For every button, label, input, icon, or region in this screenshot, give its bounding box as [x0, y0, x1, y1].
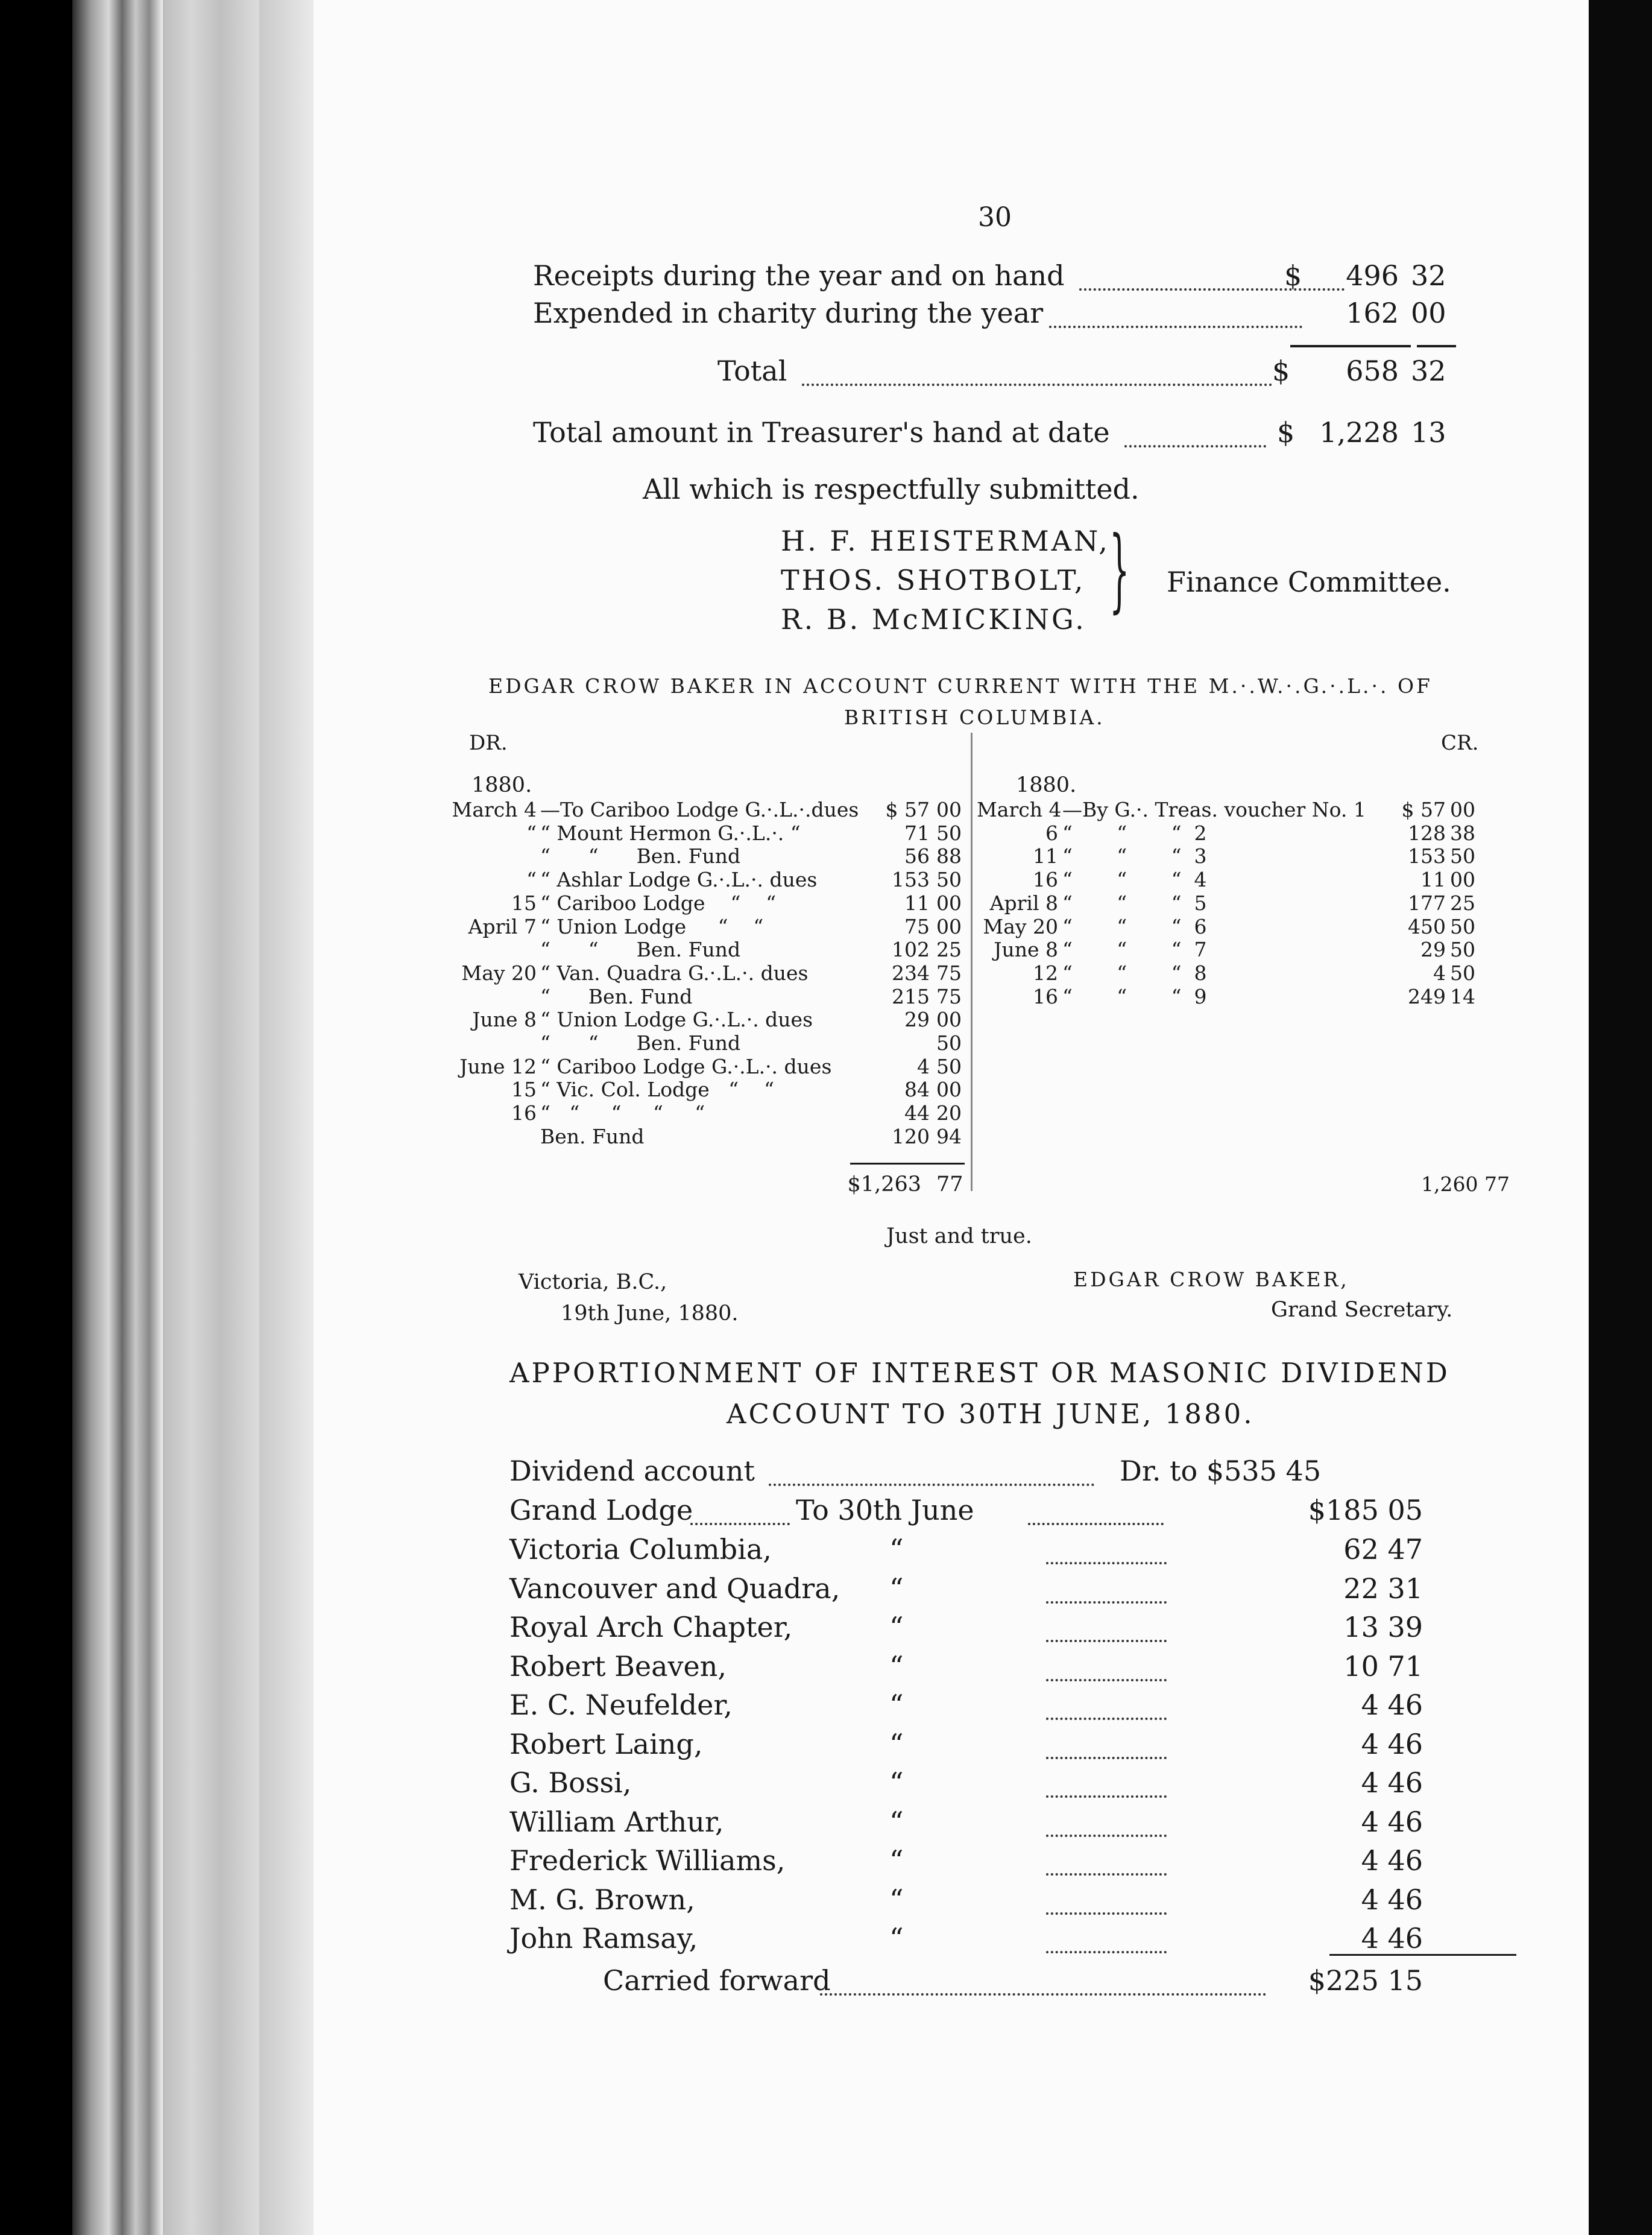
- dr-date: March 4: [452, 798, 537, 821]
- cr-cents: 50: [1450, 938, 1475, 962]
- dr-description: “ Van. Quadra G.·.L.·. dues: [540, 961, 809, 985]
- cr-dollars: 450: [1408, 914, 1446, 938]
- leader-dots: [1046, 1757, 1167, 1759]
- apportionment-amount: 22 31: [1343, 1572, 1423, 1605]
- leader-dots: [1124, 445, 1266, 447]
- leader-dots: [1049, 326, 1302, 328]
- signature-place: Victoria, B.C.,: [519, 1270, 667, 1294]
- finance-row-cents: 00: [1411, 297, 1446, 329]
- sum-rule: [1290, 345, 1411, 347]
- apportionment-title: APPORTIONMENT OF INTEREST OR MASONIC DIVIDEND: [509, 1357, 1450, 1389]
- page-number: 30: [978, 202, 1012, 233]
- finance-row-cents: 32: [1411, 259, 1446, 292]
- finance-row-dollars: 162: [1346, 297, 1399, 329]
- cr-date: June 8: [994, 938, 1058, 962]
- dr-cents: 00: [936, 891, 962, 915]
- dr-description: —To Cariboo Lodge G.·.L.·.dues: [540, 798, 859, 821]
- dr-label: DR.: [469, 731, 508, 755]
- leader-dots: [769, 1484, 1094, 1486]
- committee-member: H. F. HEISTERMAN,: [781, 525, 1110, 557]
- dr-cents: 50: [936, 868, 962, 892]
- cr-description: “ “ “ 5: [1062, 891, 1207, 915]
- dr-dollars: 4: [917, 1054, 930, 1078]
- dr-description: “ Union Lodge “ “: [540, 914, 764, 938]
- dr-date: 16: [511, 1101, 537, 1125]
- dr-cents: 00: [936, 1078, 962, 1102]
- dr-date: June 12: [459, 1054, 537, 1078]
- dr-date: “: [526, 868, 537, 892]
- cr-dollars: 11: [1420, 868, 1446, 892]
- dr-dollars: 75: [904, 914, 930, 938]
- grand-lodge-label: Grand Lodge: [509, 1494, 693, 1526]
- cr-date: 11: [1033, 844, 1058, 868]
- finance-total-label: Total: [717, 355, 787, 387]
- committee-member: THOS. SHOTBOLT,: [781, 564, 1086, 596]
- dr-date: May 20: [461, 961, 537, 985]
- carried-amount: $225 15: [1308, 1964, 1423, 1997]
- ditto-mark: “: [889, 1727, 904, 1760]
- sum-rule: [1417, 345, 1456, 347]
- sum-rule: [1329, 1954, 1516, 1956]
- cr-dollars: 29: [1420, 938, 1446, 962]
- finance-row-label: Receipts during the year and on hand: [533, 259, 1065, 292]
- dr-cents: 94: [936, 1124, 962, 1148]
- apportionment-amount: 4 46: [1361, 1844, 1423, 1877]
- dr-date: April 7: [468, 914, 537, 938]
- leader-dots: [1046, 1718, 1167, 1720]
- book-edge-pages: [72, 0, 163, 2235]
- currency-sign: $: [1272, 355, 1290, 387]
- leader-dots: [820, 1993, 1266, 1996]
- cr-cents: 00: [1450, 798, 1475, 821]
- apportionment-name: Robert Laing,: [509, 1727, 703, 1760]
- signer-name: EDGAR CROW BAKER,: [1073, 1268, 1349, 1291]
- book-edge-outer: [0, 0, 72, 2235]
- cr-cents: 25: [1450, 891, 1475, 915]
- cr-description: “ “ “ 6: [1062, 914, 1207, 938]
- dr-description: “ Cariboo Lodge G.·.L.·. dues: [540, 1054, 832, 1078]
- apportionment-name: Vancouver and Quadra,: [509, 1572, 840, 1605]
- account-title: EDGAR CROW BAKER IN ACCOUNT CURRENT WITH THE M.·.W.·.G.·.L.·. OF: [488, 674, 1433, 698]
- signature-date: 19th June, 1880.: [561, 1301, 739, 1326]
- apportionment-name: Frederick Williams,: [509, 1844, 786, 1877]
- leader-dots: [802, 384, 1272, 386]
- leader-dots: [1046, 1951, 1167, 1953]
- dr-date: 15: [511, 891, 537, 915]
- cr-description: “ “ “ 4: [1062, 868, 1207, 892]
- dr-description: “ Ben. Fund: [540, 984, 693, 1008]
- cr-description: “ “ “ 7: [1062, 938, 1207, 962]
- cr-cents: 50: [1450, 914, 1475, 938]
- leader-dots: [1046, 1601, 1167, 1604]
- leader-dots: [1046, 1679, 1167, 1681]
- cr-dollars: $ 57: [1401, 798, 1446, 821]
- leader-dots: [1046, 1562, 1167, 1564]
- dr-description: “ Ashlar Lodge G.·.L.·. dues: [540, 868, 818, 892]
- apportionment-amount: 13 39: [1343, 1611, 1423, 1643]
- cr-description: “ “ “ 8: [1062, 961, 1207, 985]
- dr-cents: 25: [936, 938, 962, 962]
- dr-dollars: 56: [904, 844, 930, 868]
- cr-date: May 20: [983, 914, 1058, 938]
- cr-description: —By G.·. Treas. voucher No. 1: [1062, 798, 1366, 821]
- column-divider: [971, 733, 973, 1191]
- finance-total-cents: 32: [1411, 355, 1446, 387]
- dr-cents: 20: [936, 1101, 962, 1125]
- apportionment-amount: 4 46: [1361, 1805, 1423, 1838]
- dr-description: “ Union Lodge G.·.L.·. dues: [540, 1008, 813, 1032]
- dr-cents: 50: [936, 821, 962, 845]
- document-page: [314, 0, 1589, 2235]
- apportionment-name: Royal Arch Chapter,: [509, 1611, 793, 1643]
- grand-lodge-to: To 30th June: [796, 1494, 974, 1526]
- ditto-mark: “: [889, 1649, 904, 1683]
- submitted-text: All which is respectfully submitted.: [643, 473, 1140, 505]
- cr-description: “ “ “ 9: [1062, 984, 1207, 1008]
- account-title: BRITISH COLUMBIA.: [844, 706, 1105, 729]
- dr-dollars: 120: [892, 1124, 930, 1148]
- committee-name: Finance Committee.: [1167, 566, 1451, 598]
- apportionment-name: Robert Beaven,: [509, 1649, 727, 1683]
- cr-date: April 8: [989, 891, 1058, 915]
- ditto-mark: “: [889, 1805, 904, 1838]
- cr-dollars: 4: [1433, 961, 1446, 985]
- dr-description: “ Cariboo Lodge “ “: [540, 891, 777, 915]
- cr-dollars: 249: [1408, 984, 1446, 1008]
- treasurer-label: Total amount in Treasurer's hand at date: [533, 416, 1110, 449]
- cr-dollars: 177: [1408, 891, 1446, 915]
- apportionment-name: John Ramsay,: [509, 1922, 698, 1955]
- dr-description: “ “ Ben. Fund: [540, 844, 741, 868]
- cr-date: 12: [1033, 961, 1058, 985]
- dr-description: “ “ Ben. Fund: [540, 938, 741, 962]
- leader-dots: [1079, 288, 1345, 291]
- cr-dollars: 128: [1408, 821, 1446, 845]
- dr-cents: 50: [936, 1054, 962, 1078]
- dr-year: 1880.: [471, 773, 532, 797]
- treasurer-dollars: 1,228: [1319, 416, 1399, 449]
- dr-dollars: 84: [904, 1078, 930, 1102]
- sum-rule: [850, 1163, 965, 1165]
- apportionment-name: Victoria Columbia,: [509, 1533, 772, 1566]
- dr-dollars: 102: [892, 938, 930, 962]
- dr-description: “ “ “ “ “: [540, 1101, 705, 1125]
- grand-lodge-amount: $185 05: [1308, 1494, 1423, 1526]
- ditto-mark: “: [889, 1922, 904, 1955]
- cr-date: 16: [1033, 868, 1058, 892]
- apportionment-name: G. Bossi,: [509, 1766, 632, 1799]
- dr-cents: 00: [936, 798, 962, 821]
- leader-dots: [1046, 1795, 1167, 1798]
- leader-dots: [1046, 1912, 1167, 1915]
- attest-text: Just and true.: [886, 1224, 1032, 1248]
- dr-cents: 75: [936, 961, 962, 985]
- ditto-mark: “: [889, 1572, 904, 1605]
- apportionment-name: M. G. Brown,: [509, 1883, 695, 1916]
- leader-dots: [1046, 1640, 1167, 1642]
- apportionment-name: E. C. Neufelder,: [509, 1689, 733, 1721]
- currency-sign: $: [1284, 259, 1302, 292]
- dividend-dr: Dr. to $535 45: [1120, 1455, 1322, 1487]
- cr-cents: 50: [1450, 844, 1475, 868]
- dr-cents: 75: [936, 984, 962, 1008]
- leader-dots: [1046, 1835, 1167, 1837]
- dr-date: “: [526, 821, 537, 845]
- ditto-mark: “: [889, 1533, 904, 1566]
- committee-member: R. B. McMICKING.: [781, 603, 1086, 636]
- cr-date: March 4: [977, 798, 1062, 821]
- apportionment-amount: 4 46: [1361, 1689, 1423, 1721]
- ditto-mark: “: [889, 1883, 904, 1916]
- leader-dots: [690, 1523, 790, 1525]
- cr-description: “ “ “ 2: [1062, 821, 1207, 845]
- dr-dollars: 71: [904, 821, 930, 845]
- apportionment-amount: 4 46: [1361, 1766, 1423, 1799]
- dr-description: “ Mount Hermon G.·.L.·. “: [540, 821, 801, 845]
- finance-total-dollars: 658: [1346, 355, 1399, 387]
- dr-date: 15: [511, 1078, 537, 1102]
- dr-total-cents: 77: [936, 1172, 963, 1197]
- dr-cents: 88: [936, 844, 962, 868]
- apportionment-name: William Arthur,: [509, 1805, 724, 1838]
- cr-cents: 00: [1450, 868, 1475, 892]
- finance-row-dollars: 496: [1346, 259, 1399, 292]
- dr-description: Ben. Fund: [540, 1124, 645, 1148]
- dr-dollars: 234: [892, 961, 930, 985]
- dr-dollars: 29: [904, 1008, 930, 1032]
- cr-cents: 50: [1450, 961, 1475, 985]
- ditto-mark: “: [889, 1611, 904, 1643]
- apportionment-amount: 62 47: [1343, 1533, 1423, 1566]
- dr-cents: 00: [936, 914, 962, 938]
- leader-dots: [1046, 1873, 1167, 1876]
- dividend-label: Dividend account: [509, 1455, 755, 1487]
- treasurer-cents: 13: [1411, 416, 1446, 449]
- cr-description: “ “ “ 3: [1062, 844, 1207, 868]
- ditto-mark: “: [889, 1844, 904, 1877]
- dr-description: “ Vic. Col. Lodge “ “: [540, 1078, 775, 1102]
- dr-dollars: 11: [904, 891, 930, 915]
- dr-date: June 8: [472, 1008, 537, 1032]
- apportionment-title: ACCOUNT TO 30TH JUNE, 1880.: [727, 1398, 1255, 1430]
- cr-dollars: 153: [1408, 844, 1446, 868]
- dr-cents: 50: [936, 1031, 962, 1055]
- apportionment-amount: 4 46: [1361, 1727, 1423, 1760]
- dr-dollars: $ 57: [885, 798, 930, 821]
- book-edge-gutter: [163, 0, 259, 2235]
- cr-year: 1880.: [1016, 773, 1077, 797]
- leader-dots: [1028, 1523, 1164, 1525]
- dr-description: “ “ Ben. Fund: [540, 1031, 741, 1055]
- currency-sign: $: [1277, 416, 1295, 449]
- dr-total-dollars: $1,263: [847, 1172, 921, 1197]
- cr-date: 16: [1033, 984, 1058, 1008]
- ditto-mark: “: [889, 1689, 904, 1721]
- dr-cents: 00: [936, 1008, 962, 1032]
- committee-brace: }: [1109, 517, 1130, 622]
- book-edge-right: [1589, 0, 1652, 2235]
- apportionment-amount: 10 71: [1343, 1649, 1423, 1683]
- cr-label: CR.: [1441, 731, 1479, 755]
- cr-date: 6: [1045, 821, 1058, 845]
- cr-cents: 14: [1450, 984, 1475, 1008]
- dr-dollars: 44: [904, 1101, 930, 1125]
- cr-total: 1,260 77: [1421, 1172, 1510, 1196]
- signer-title: Grand Secretary.: [1271, 1298, 1453, 1322]
- ditto-mark: “: [889, 1766, 904, 1799]
- carried-label: Carried forward: [603, 1964, 831, 1997]
- apportionment-amount: 4 46: [1361, 1883, 1423, 1916]
- dr-dollars: 153: [892, 868, 930, 892]
- cr-cents: 38: [1450, 821, 1475, 845]
- book-edge-inner: [259, 0, 314, 2235]
- finance-row-label: Expended in charity during the year: [533, 297, 1044, 329]
- apportionment-amount: 4 46: [1361, 1922, 1423, 1955]
- dr-dollars: 215: [892, 984, 930, 1008]
